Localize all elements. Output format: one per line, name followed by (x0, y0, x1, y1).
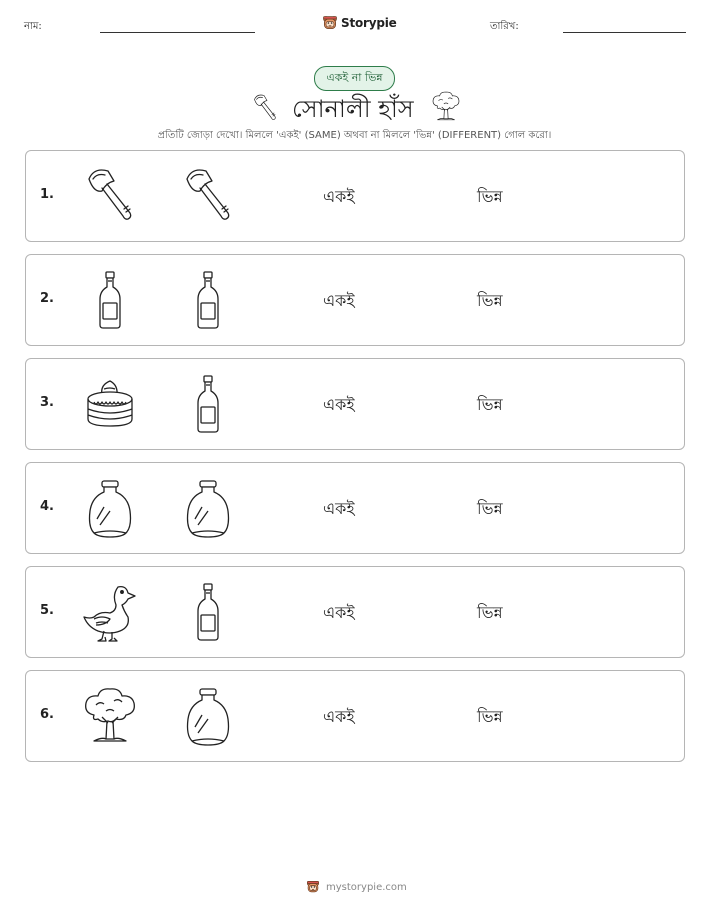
same-option[interactable]: একই (323, 499, 355, 518)
different-option[interactable]: ভিন্ন (477, 603, 503, 622)
flask-icon (178, 685, 238, 747)
footer-url: mystorypie.com (326, 881, 407, 893)
exercise-row (25, 462, 685, 554)
exercise-row (25, 150, 685, 242)
axe-icon (80, 165, 140, 227)
date-line (563, 32, 686, 33)
axe-icon (178, 165, 238, 227)
different-option[interactable]: ভিন্ন (477, 707, 503, 726)
row-number: 1. (40, 187, 54, 202)
cake-icon (80, 373, 140, 435)
exercise-row (25, 358, 685, 450)
mascot-icon (322, 14, 338, 32)
brand-logo (322, 13, 397, 33)
same-option[interactable]: একই (323, 603, 355, 622)
date-label: তারিখ: (490, 21, 519, 32)
row-number: 4. (40, 499, 54, 514)
tree-icon (80, 685, 140, 747)
worksheet-type-badge: একই না ভিন্ন (314, 66, 395, 91)
row-number: 2. (40, 291, 54, 306)
bottle-icon (178, 269, 238, 331)
axe-icon (250, 92, 280, 124)
bottle-icon (80, 269, 140, 331)
different-option[interactable]: ভিন্ন (477, 395, 503, 414)
exercise-row (25, 254, 685, 346)
title-row (0, 90, 709, 124)
bottle-icon (178, 581, 238, 643)
bottle-icon (178, 373, 238, 435)
tree-icon (430, 90, 462, 123)
footer (306, 879, 407, 895)
duck-icon (80, 581, 140, 643)
flask-icon (178, 477, 238, 539)
instructions: প্রতিটি জোড়া দেখো। মিললে 'একই' (SAME) অথবা না মিললে 'ভিন্ন' (DIFFERENT) গোল করো। (157, 130, 552, 141)
name-label: নাম: (24, 21, 42, 32)
exercise-row (25, 670, 685, 762)
page-title: সোনালী হাঁস (292, 95, 414, 123)
flask-icon (80, 477, 140, 539)
same-option[interactable]: একই (323, 395, 355, 414)
same-option[interactable]: একই (323, 291, 355, 310)
different-option[interactable]: ভিন্ন (477, 291, 503, 310)
exercise-row (25, 566, 685, 658)
brand-name: Storypie (341, 16, 397, 30)
mascot-icon (306, 879, 320, 895)
row-number: 6. (40, 707, 54, 722)
row-number: 5. (40, 603, 54, 618)
different-option[interactable]: ভিন্ন (477, 187, 503, 206)
different-option[interactable]: ভিন্ন (477, 499, 503, 518)
same-option[interactable]: একই (323, 187, 355, 206)
same-option[interactable]: একই (323, 707, 355, 726)
row-number: 3. (40, 395, 54, 410)
name-line (100, 32, 255, 33)
